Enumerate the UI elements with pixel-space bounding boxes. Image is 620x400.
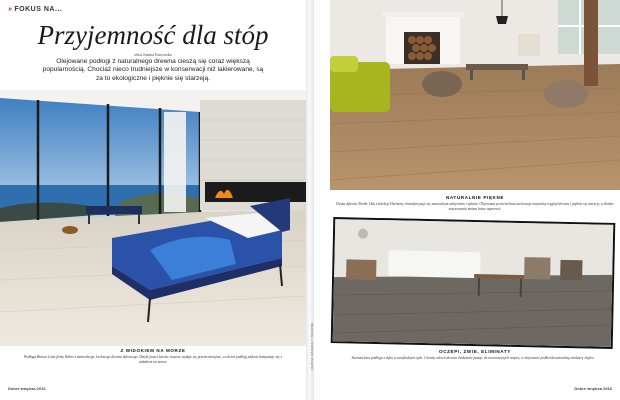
section-tag: [8, 6, 62, 13]
byline: tekst Joanna Kurowska: [134, 52, 172, 57]
caption-heading-left: Z WIDOKIEM NA MORZE: [120, 348, 186, 353]
photo-livingroom: [330, 0, 620, 190]
side-credit: [310, 250, 316, 370]
footer-right: Dobre wnętrza 2016: [574, 386, 612, 391]
lead-paragraph: Olejowane podłogi z naturalnego drewna cieszą się coraz większą popularnością. Chociaż nieco trudniejsze w konserwacji niż lakierowane, są za to ekologiczne i pięknie się starzeją.: [42, 58, 264, 82]
left-page: [0, 0, 306, 400]
caption-text-left: Podłoga Bianco Latte firmy Kährs z naturalnego, bielonego drewna dębowego. Dzięki jasnej barwie wnętrze wydaje się przestronniejsze, a odcień podłogi pięknie komponuje się z widokiem na morze.: [23, 355, 283, 364]
photo-bedroom: [0, 90, 306, 346]
caption-heading-right-2: OCZEPI, ZWIE, ELIMINATY: [439, 349, 511, 354]
photo-diningroom: [333, 219, 613, 347]
caption-heading-right-1: NATURALNIE PIĘKNE: [445, 195, 505, 200]
side-credit-text: ZDJĘCIA: MATERIAŁY PRASOWE: [310, 322, 314, 370]
section-mark: »: [8, 6, 13, 13]
headline: Przyjemność dla stóp: [37, 20, 269, 50]
footer-left: Dobre wnętrza 2016: [8, 386, 46, 391]
right-page: [310, 0, 620, 400]
caption-text-right-1: Deska dębowa Nordic Oak z kolekcji Harmony charakteryzuje się naturalnym usłojeniem i sękami. Olejowana powierzchnia zachowuje naturalny wygląd drewna i pięknie się starzeje, a drobne zarysowania można łatwo naprawić.: [336, 202, 614, 211]
caption-text-right-2: Szarozielona podłoga z dębu w rustykalnym stylu. Ciemny odcień drewna doskonale pasuje do nowoczesnych wnętrz, a olejowanie podkreśla naturalną strukturę słojów.: [351, 356, 595, 360]
section-tag-label: FOKUS NA...: [14, 6, 63, 13]
